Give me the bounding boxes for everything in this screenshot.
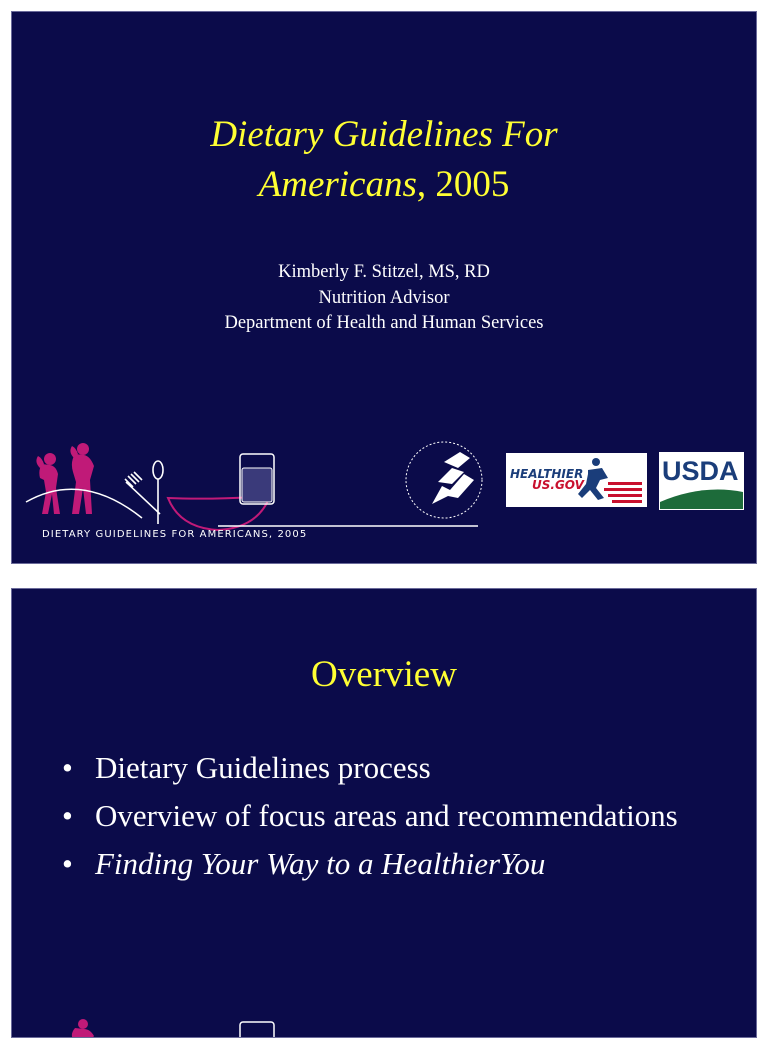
title-year: , 2005 — [416, 164, 510, 205]
footer-caption: DIETARY GUIDELINES FOR AMERICANS, 2005 — [42, 529, 308, 540]
women-figures-icon — [72, 1019, 94, 1038]
footer-logo-strip-partial — [12, 1014, 757, 1038]
title-slide — [11, 11, 757, 564]
author-name: Kimberly F. Stitzel, MS, RD — [278, 262, 490, 282]
bullet-dot-icon: • — [62, 798, 73, 833]
bullet-item — [62, 795, 742, 836]
usda-logo-text: USDA — [662, 456, 739, 486]
bullet-text: Overview of focus areas and recommendations — [95, 798, 678, 833]
usda-logo — [659, 452, 744, 510]
author-block — [12, 260, 756, 337]
bullet-item — [62, 843, 742, 884]
women-figures-icon — [36, 443, 94, 514]
author-department: Department of Health and Human Services — [224, 313, 544, 333]
bullet-text: Finding Your Way to a HealthierYou — [95, 846, 546, 881]
title-line-2 — [12, 160, 756, 210]
bullet-text: Dietary Guidelines process — [95, 750, 431, 785]
footer-logo-strip — [12, 422, 757, 564]
fork-icon — [125, 472, 160, 514]
overview-title: Overview — [311, 654, 457, 695]
healthier-us-logo — [506, 453, 647, 507]
overview-slide — [11, 588, 757, 1038]
bullet-dot-icon: • — [62, 750, 73, 785]
glass-icon — [240, 1022, 274, 1038]
healthier-logo-text-1: HEALTHIER — [510, 467, 584, 481]
healthier-logo-text-2: US.GOV — [532, 478, 584, 492]
hhs-seal-icon — [406, 442, 482, 518]
author-role: Nutrition Advisor — [318, 287, 450, 308]
spoon-icon — [153, 461, 163, 524]
bullet-item — [62, 747, 742, 788]
glass-icon — [240, 454, 274, 504]
title-italic-word: Americans — [258, 164, 417, 205]
bullet-dot-icon: • — [62, 846, 73, 881]
slide-title — [12, 110, 756, 210]
bullet-list — [62, 747, 742, 891]
title-line-1: Dietary Guidelines For — [210, 114, 558, 155]
